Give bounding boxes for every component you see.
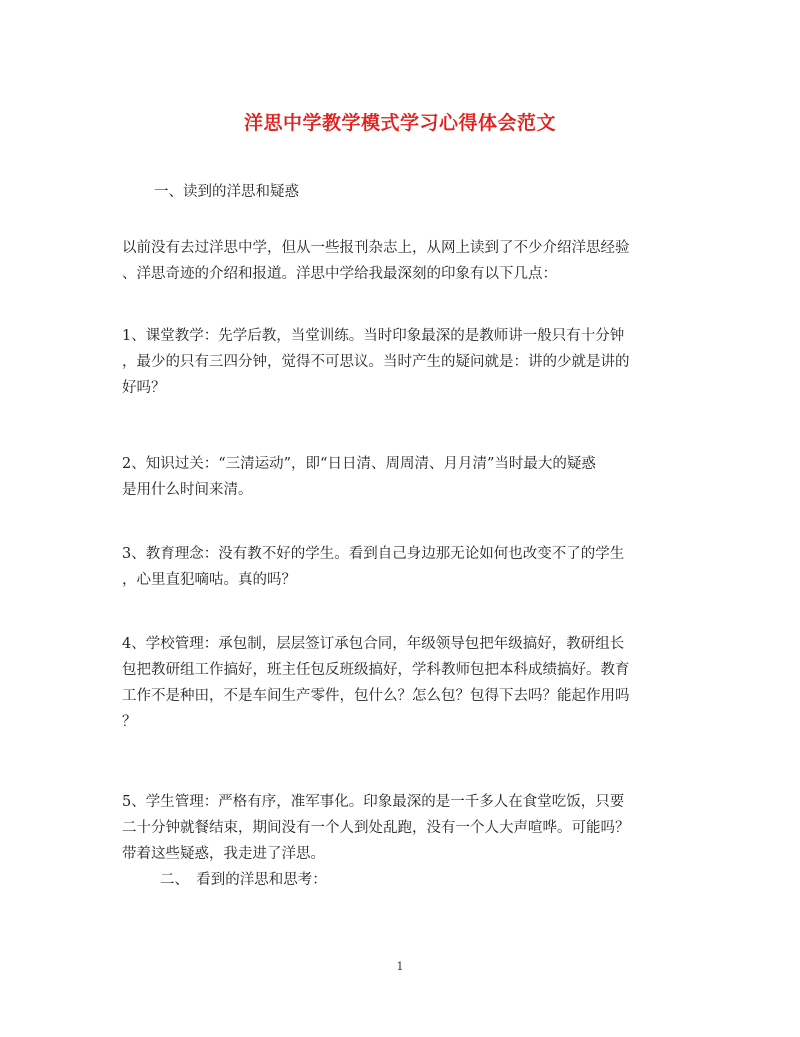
- paragraph-item-1: [122, 323, 682, 401]
- paragraph-line: 以前没有去过洋思中学，但从一些报刊杂志上，从网上读到了不少介绍洋思经验: [122, 240, 630, 256]
- page-number: 1: [396, 960, 404, 973]
- paragraph-item-4: [122, 631, 682, 735]
- paragraph-line: ？: [122, 714, 137, 730]
- paragraph-line: ，最少的只有三四分钟，觉得不可思议。当时产生的疑问就是：讲的少就是讲的: [122, 354, 630, 370]
- section-heading-2: 二、 看到的洋思和思考：: [160, 872, 327, 888]
- paragraph-intro: [122, 235, 682, 287]
- paragraph-line: 2、知识过关：“三清运动”，即“日日清、周周清、月月清”当时最大的疑惑: [122, 456, 596, 472]
- paragraph-line: 包把教研组工作搞好，班主任包反班级搞好，学科教师包把本科成绩搞好。教育: [122, 662, 630, 678]
- paragraph-line: 好吗？: [122, 380, 166, 396]
- document-title: 洋思中学教学模式学习心得体会范文: [243, 112, 556, 134]
- paragraph-line: 5、学生管理：严格有序，准军事化。印象最深的是一千多人在食堂吃饭，只要: [122, 794, 625, 810]
- paragraph-line: 是用什么时间来清。: [122, 482, 253, 498]
- section-heading-1: 一、读到的洋思和疑惑: [154, 184, 299, 200]
- paragraph-item-3: [122, 541, 682, 593]
- paragraph-line: 带着这些疑惑，我走进了洋思。: [122, 846, 325, 862]
- paragraph-item-2: [122, 451, 682, 503]
- paragraph-line: 二十分钟就餐结束，期间没有一个人到处乱跑，没有一个人大声喧哗。可能吗？: [122, 820, 630, 836]
- paragraph-item-5: [122, 789, 682, 867]
- paragraph-line: 工作不是种田，不是车间生产零件，包什么？怎么包？包得下去吗？能起作用吗: [122, 688, 630, 704]
- paragraph-line: 3、教育理念：没有教不好的学生。看到自己身边那无论如何也改变不了的学生: [122, 546, 625, 562]
- paragraph-line: 1、课堂教学：先学后教，当堂训练。当时印象最深的是教师讲一般只有十分钟: [122, 328, 625, 344]
- paragraph-line: 、洋思奇迹的介绍和报道。洋思中学给我最深刻的印象有以下几点：: [122, 266, 557, 282]
- paragraph-line: 4、学校管理：承包制，层层签订承包合同，年级领导包把年级搞好，教研组长: [122, 636, 625, 652]
- paragraph-line: ，心里直犯嘀咕。真的吗？: [122, 572, 296, 588]
